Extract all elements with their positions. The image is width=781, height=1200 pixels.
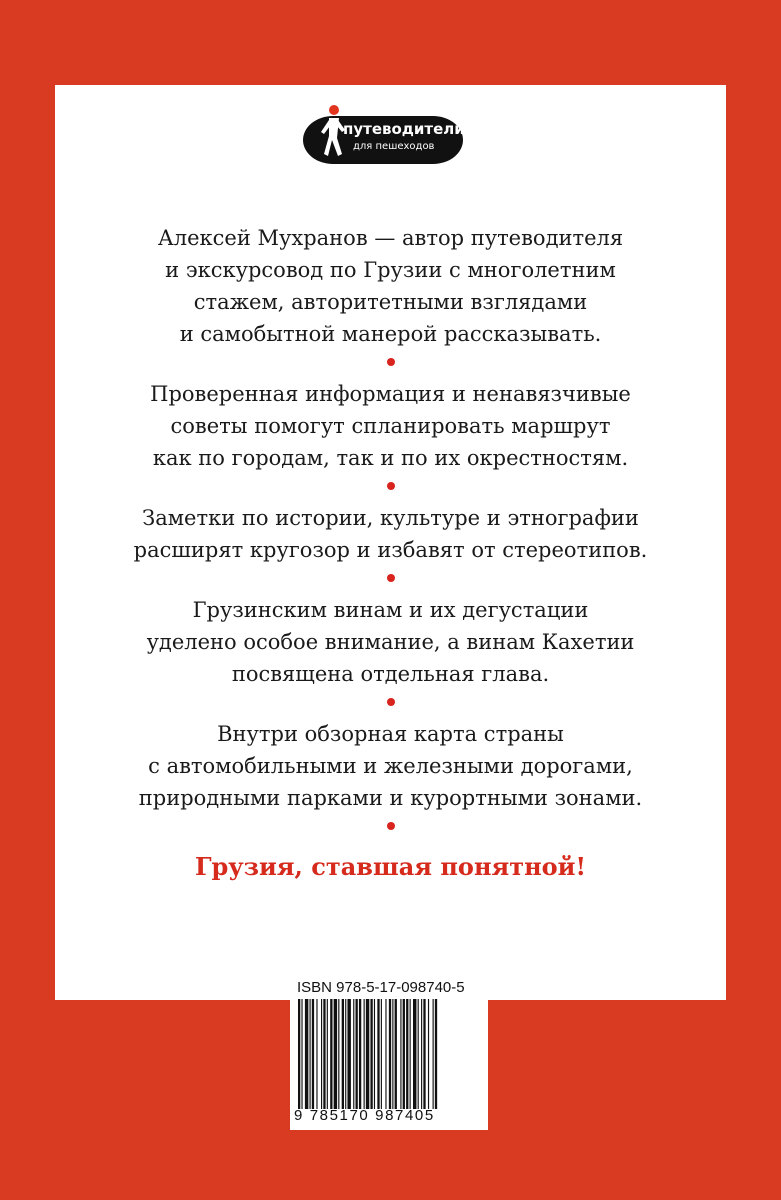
- barcode-bars: [298, 999, 480, 1109]
- bullet-dot: [387, 574, 395, 582]
- text-line: природными парками и курортными зонами.: [138, 786, 643, 810]
- text-line: как по городам, так и по их окрестностям.: [152, 446, 629, 470]
- paragraph-history: [55, 502, 726, 566]
- ean-digits: 9 785170 987405: [294, 1107, 435, 1124]
- paragraph-author: [55, 222, 726, 350]
- paragraph-wine: [55, 594, 726, 690]
- paragraph-map: [55, 718, 726, 814]
- text-line: Заметки по истории, культуре и этнографии: [142, 506, 639, 530]
- text-line: расширят кругозор и избавят от стереотипов.: [133, 538, 648, 562]
- bullet-dot: [387, 358, 395, 366]
- text-line: с автомобильными и железными дорогами,: [148, 754, 633, 778]
- text-line: Внутри обзорная карта страны: [217, 722, 564, 746]
- bullet-dot: [387, 822, 395, 830]
- tagline: Грузия, ставшая понятной!: [194, 852, 587, 881]
- logo-brand: путеводители: [343, 120, 465, 138]
- series-logo: [303, 104, 463, 174]
- bullet-dot: [387, 482, 395, 490]
- isbn-text: ISBN 978-5-17-098740-5: [297, 979, 465, 996]
- text-line: Грузинским винам и их дегустации: [192, 598, 589, 622]
- paragraph-info: [55, 378, 726, 474]
- barcode: [290, 975, 488, 1130]
- text-line: уделено особое внимание, а винам Кахетии: [146, 630, 635, 654]
- bullet-dot: [387, 698, 395, 706]
- description: [55, 222, 726, 881]
- logo-sub: для пешеходов: [353, 141, 435, 152]
- text-line: Алексей Мухранов — автор путеводителя: [157, 226, 624, 250]
- text-line: и самобытной манерой рассказывать.: [179, 322, 602, 346]
- text-line: Проверенная информация и ненавязчивые: [150, 382, 631, 406]
- text-line: советы помогут спланировать маршрут: [170, 414, 611, 438]
- text-line: и экскурсовод по Грузии с многолетним: [165, 258, 616, 282]
- text-line: стажем, авторитетными взглядами: [193, 290, 588, 314]
- text-line: посвящена отдельная глава.: [231, 662, 550, 686]
